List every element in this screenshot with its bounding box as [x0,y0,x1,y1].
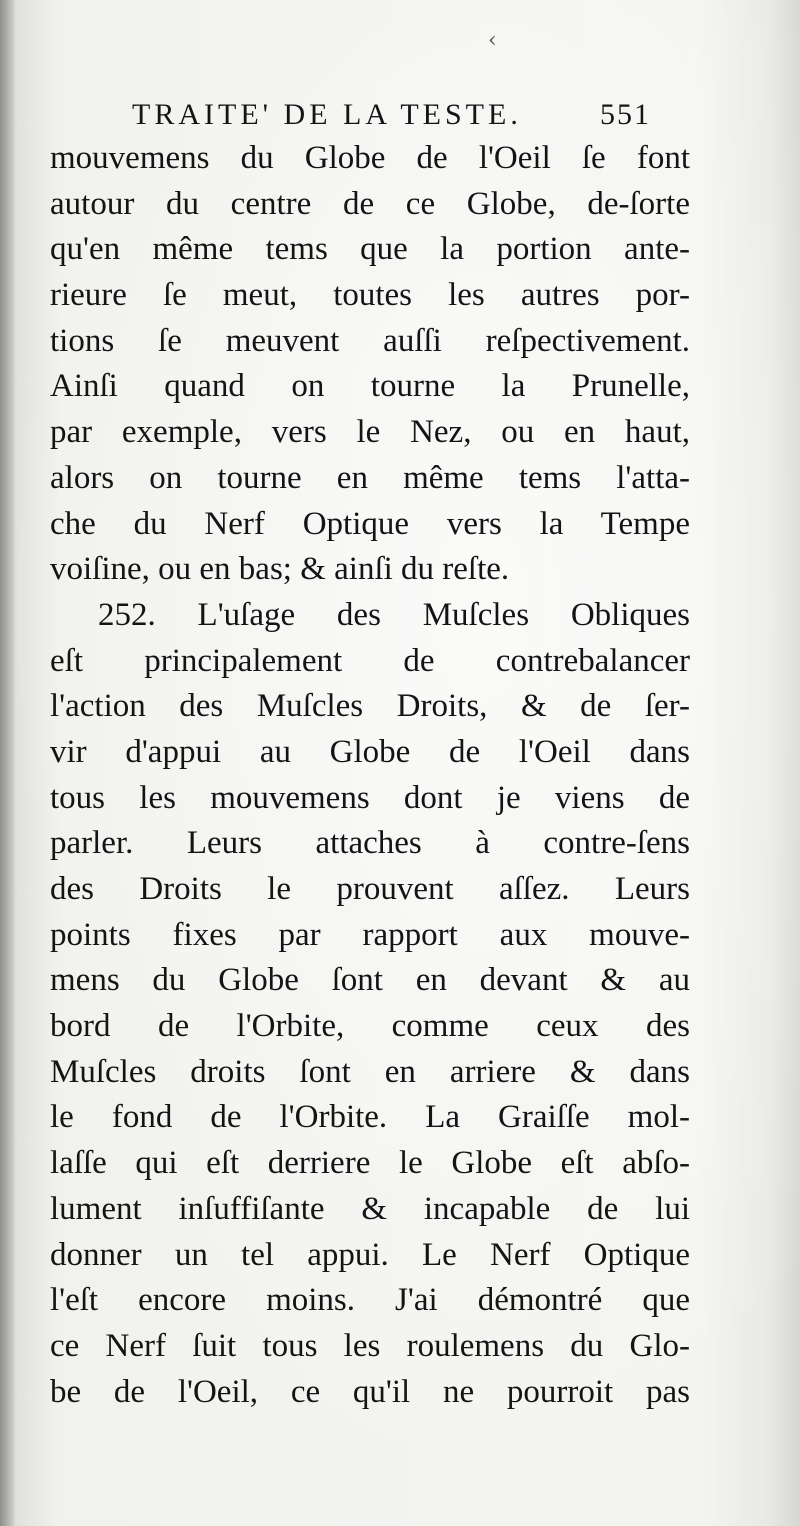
text-line: che du Nerf Optique vers la Tempe [50,505,690,542]
text-line: qu'en même tems que la portion ante- [50,231,690,268]
body-text [50,136,690,1415]
text-line: l'action des Muſcles Droits, & de ſer- [50,688,690,725]
running-head-title: TRAITE' DE LA TESTE. [132,98,522,131]
page-number: 551 [600,98,651,131]
text-line: des Droits le prouvent aſſez. Leurs [50,871,690,907]
text-line: le fond de l'Orbite. La Graiſſe mol- [50,1099,690,1136]
text-line: bord de l'Orbite, comme ceux des [50,1008,690,1045]
text-line: laſſe qui eſt derriere le Globe eſt abſo- [50,1145,690,1182]
text-line: alors on tourne en même tems l'atta- [50,459,690,496]
text-line: Muſcles droits ſont en arriere & dans [50,1053,690,1090]
text-line: ce Nerf ſuit tous les roulemens du Glo- [50,1327,690,1364]
text-line: lument inſuffiſante & incapable de lui [50,1190,690,1227]
text-line: voiſine, ou en bas; & ainſi du reſte. [50,551,510,588]
text-line: Ainſi quand on tourne la Prunelle, [50,368,690,405]
text-line: parler. Leurs attaches à contre-ſens [50,825,690,862]
text-line: autour du centre de ce Globe, de-ſorte [50,185,690,222]
page-gutter-shadow [0,0,14,1526]
text-line: donner un tel appui. Le Nerf Optique [50,1236,690,1273]
text-line: l'eſt encore moins. J'ai démontré que [50,1282,690,1319]
text-line: points fixes par rapport aux mouve- [50,916,690,953]
text-line: eſt principalement de contrebalancer [50,642,690,679]
text-line: rieure ſe meut, toutes les autres por- [50,277,690,314]
paragraph-start-line: 252. L'uſage des Muſcles Obliques [98,596,690,633]
text-line: be de l'Oeil, ce qu'il ne pourroit pas [50,1373,690,1410]
text-line: mouvemens du Globe de l'Oeil ſe font [50,140,690,176]
text-line: mens du Globe ſont en devant & au [50,962,690,999]
text-line: vir d'appui au Globe de l'Oeil dans [50,733,690,770]
text-line: par exemple, vers le Nez, ou en haut, [50,414,690,451]
pencil-mark: ‹ [488,28,497,53]
text-line: tions ſe meuvent auſſi reſpectivement. [50,322,690,359]
text-line: tous les mouvemens dont je viens de [50,779,690,816]
